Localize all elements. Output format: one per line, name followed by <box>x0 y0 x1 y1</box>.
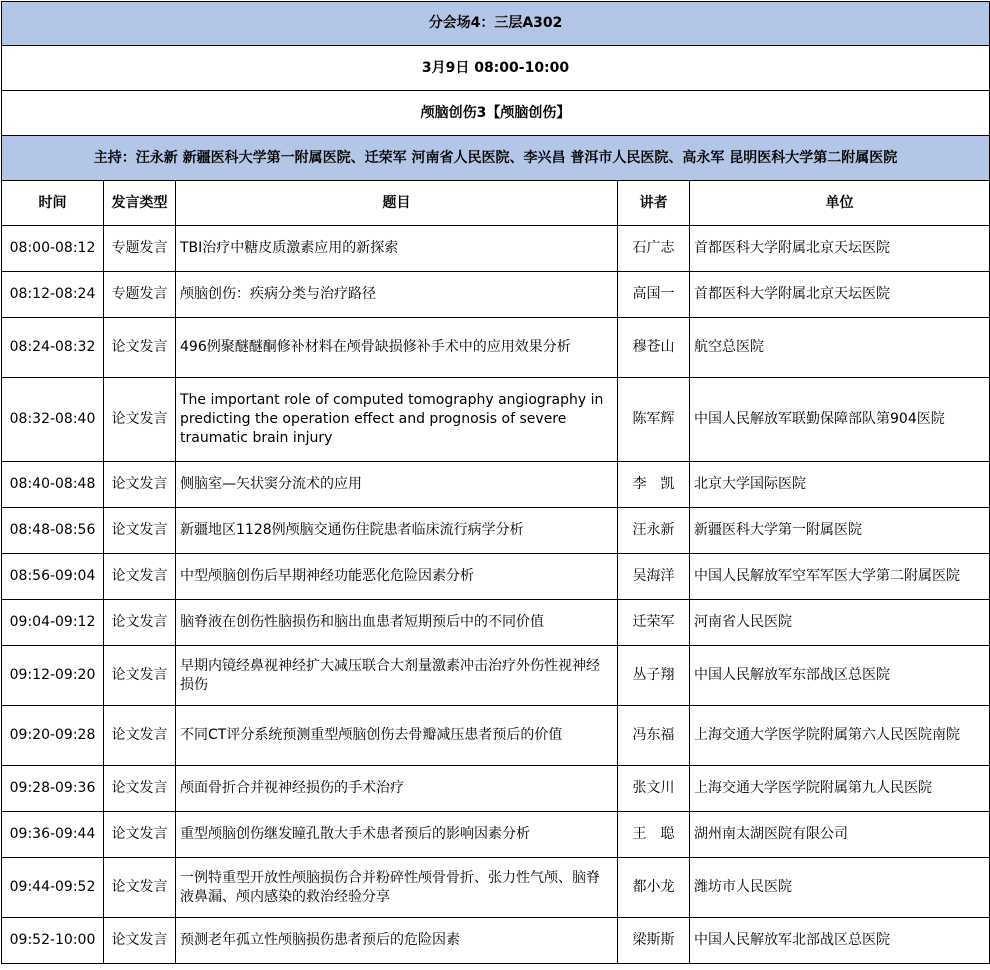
talk-unit: 首都医科大学附属北京天坛医院 <box>690 272 990 318</box>
talk-time: 09:20-09:28 <box>2 706 104 766</box>
talk-title: TBI治疗中糖皮质激素应用的新探索 <box>176 226 618 272</box>
table-row <box>2 706 990 766</box>
col-header-title: 题目 <box>176 181 618 226</box>
talk-title: 重型颅脑创伤继发瞳孔散大手术患者预后的影响因素分析 <box>176 812 618 858</box>
talk-type: 论文发言 <box>104 918 176 964</box>
talk-time: 08:48-08:56 <box>2 508 104 554</box>
venue-row <box>2 2 990 46</box>
talk-type: 论文发言 <box>104 378 176 462</box>
talk-type: 论文发言 <box>104 462 176 508</box>
talk-unit: 北京大学国际医院 <box>690 462 990 508</box>
table-row <box>2 226 990 272</box>
talk-time: 09:52-10:00 <box>2 918 104 964</box>
talk-title: 预测老年孤立性颅脑损伤患者预后的危险因素 <box>176 918 618 964</box>
talk-unit: 中国人民解放军北部战区总医院 <box>690 918 990 964</box>
talk-type: 论文发言 <box>104 318 176 378</box>
table-row <box>2 554 990 600</box>
talk-unit: 上海交通大学医学院附属第九人民医院 <box>690 766 990 812</box>
table-row <box>2 918 990 964</box>
talk-speaker: 丛子翔 <box>618 646 690 706</box>
hosts-text: 主持：汪永新 新疆医科大学第一附属医院、迁荣军 河南省人民医院、李兴昌 普洱市人民医院、高永军 昆明医科大学第二附属医院 <box>2 136 990 181</box>
talk-unit: 中国人民解放军东部战区总医院 <box>690 646 990 706</box>
talk-time: 08:56-09:04 <box>2 554 104 600</box>
talk-type: 论文发言 <box>104 706 176 766</box>
talk-title: 颅脑创伤：疾病分类与治疗路径 <box>176 272 618 318</box>
col-header-unit: 单位 <box>690 181 990 226</box>
table-row <box>2 462 990 508</box>
talk-title: 中型颅脑创伤后早期神经功能恶化危险因素分析 <box>176 554 618 600</box>
table-row <box>2 600 990 646</box>
table-row <box>2 646 990 706</box>
talk-type: 专题发言 <box>104 272 176 318</box>
talk-unit: 新疆医科大学第一附属医院 <box>690 508 990 554</box>
talk-title: 一例特重型开放性颅脑损伤合并粉碎性颅骨骨折、张力性气颅、脑脊液鼻漏、颅内感染的救治经验分享 <box>176 858 618 918</box>
talk-time: 08:12-08:24 <box>2 272 104 318</box>
talk-type: 论文发言 <box>104 812 176 858</box>
talk-unit: 湖州南太湖医院有限公司 <box>690 812 990 858</box>
talk-unit: 潍坊市人民医院 <box>690 858 990 918</box>
venue-title: 分会场4：三层A302 <box>2 2 990 46</box>
talk-speaker: 汪永新 <box>618 508 690 554</box>
table-row <box>2 272 990 318</box>
talk-speaker: 吴海洋 <box>618 554 690 600</box>
table-row <box>2 766 990 812</box>
talk-time: 09:36-09:44 <box>2 812 104 858</box>
talk-title: 早期内镜经鼻视神经扩大减压联合大剂量激素冲击治疗外伤性视神经损伤 <box>176 646 618 706</box>
date-row <box>2 46 990 91</box>
talk-time: 08:32-08:40 <box>2 378 104 462</box>
schedule-table <box>1 1 990 964</box>
col-header-speaker: 讲者 <box>618 181 690 226</box>
talk-unit: 航空总医院 <box>690 318 990 378</box>
talk-type: 论文发言 <box>104 600 176 646</box>
talk-speaker: 张文川 <box>618 766 690 812</box>
talk-speaker: 陈军辉 <box>618 378 690 462</box>
talk-unit: 河南省人民医院 <box>690 600 990 646</box>
table-row <box>2 858 990 918</box>
talk-speaker: 王 聪 <box>618 812 690 858</box>
talk-unit: 上海交通大学医学院附属第六人民医院南院 <box>690 706 990 766</box>
talk-time: 08:00-08:12 <box>2 226 104 272</box>
talk-speaker: 石广志 <box>618 226 690 272</box>
talk-unit: 中国人民解放军空军军医大学第二附属医院 <box>690 554 990 600</box>
table-row <box>2 318 990 378</box>
talk-time: 09:44-09:52 <box>2 858 104 918</box>
talk-title: 侧脑室—矢状窦分流术的应用 <box>176 462 618 508</box>
talk-speaker: 穆苍山 <box>618 318 690 378</box>
talk-speaker: 迁荣军 <box>618 600 690 646</box>
session-title: 颅脑创伤3【颅脑创伤】 <box>2 91 990 136</box>
talk-type: 论文发言 <box>104 554 176 600</box>
talk-speaker: 李 凯 <box>618 462 690 508</box>
talk-type: 专题发言 <box>104 226 176 272</box>
talk-type: 论文发言 <box>104 766 176 812</box>
talk-speaker: 都小龙 <box>618 858 690 918</box>
table-row <box>2 378 990 462</box>
talk-title: The important role of computed tomography angiography in predicting the operation effect and prognosis of severe traumatic brain injury <box>176 378 618 462</box>
talk-unit: 中国人民解放军联勤保障部队第904医院 <box>690 378 990 462</box>
talk-title: 496例聚醚醚酮修补材料在颅骨缺损修补手术中的应用效果分析 <box>176 318 618 378</box>
talk-speaker: 梁斯斯 <box>618 918 690 964</box>
talk-time: 09:28-09:36 <box>2 766 104 812</box>
col-header-time: 时间 <box>2 181 104 226</box>
column-header-row <box>2 181 990 226</box>
talk-title: 脑脊液在创伤性脑损伤和脑出血患者短期预后中的不同价值 <box>176 600 618 646</box>
talk-time: 09:04-09:12 <box>2 600 104 646</box>
talk-speaker: 冯东福 <box>618 706 690 766</box>
talk-title: 不同CT评分系统预测重型颅脑创伤去骨瓣减压患者预后的价值 <box>176 706 618 766</box>
talk-type: 论文发言 <box>104 858 176 918</box>
session-row <box>2 91 990 136</box>
table-row <box>2 508 990 554</box>
col-header-type: 发言类型 <box>104 181 176 226</box>
talk-time: 08:40-08:48 <box>2 462 104 508</box>
talk-time: 08:24-08:32 <box>2 318 104 378</box>
talk-type: 论文发言 <box>104 508 176 554</box>
talk-title: 新疆地区1128例颅脑交通伤住院患者临床流行病学分析 <box>176 508 618 554</box>
talk-title: 颅面骨折合并视神经损伤的手术治疗 <box>176 766 618 812</box>
session-datetime: 3月9日 08:00-10:00 <box>2 46 990 91</box>
hosts-row <box>2 136 990 181</box>
talk-speaker: 高国一 <box>618 272 690 318</box>
talk-time: 09:12-09:20 <box>2 646 104 706</box>
talk-type: 论文发言 <box>104 646 176 706</box>
table-row <box>2 812 990 858</box>
talk-unit: 首都医科大学附属北京天坛医院 <box>690 226 990 272</box>
